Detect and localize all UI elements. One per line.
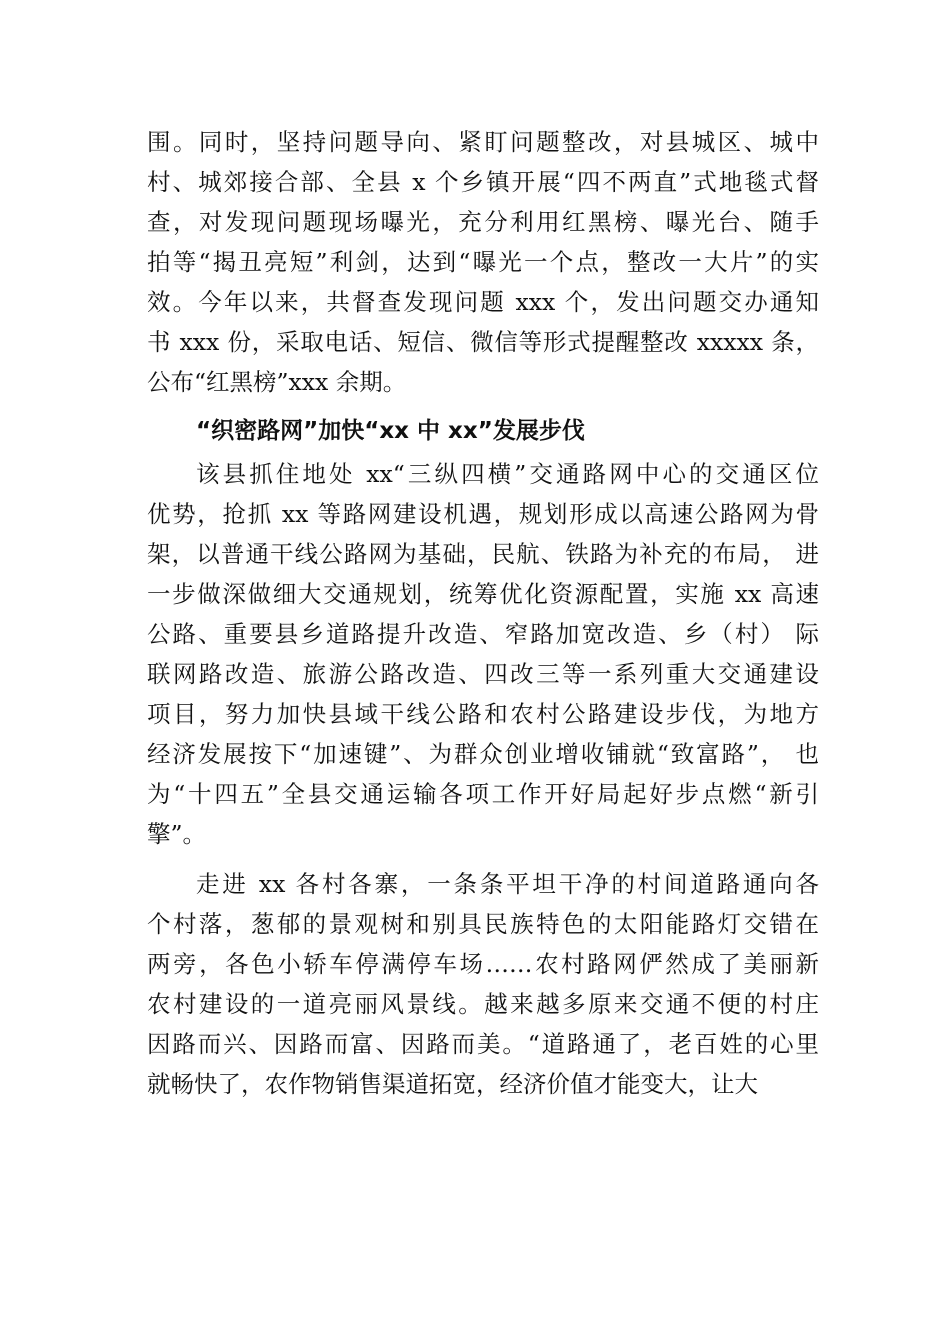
paragraph-3-line-4: 农村建设的一道亮丽风景线。越来越多原来交通不便的村庄 xyxy=(147,990,819,1018)
paragraph-2-line-5: 公路、重要县乡道路提升改造、窄路加宽改造、乡（村） 际 xyxy=(147,620,819,648)
paragraph-2-line-6: 联网路改造、旅游公路改造、四改三等一系列重大交通建设 xyxy=(147,660,819,688)
paragraph-3-line-5: 因路而兴、因路而富、因路而美。“道路通了，老百姓的心里 xyxy=(147,1030,819,1058)
paragraph-2-line-3: 架，以普通干线公路网为基础，民航、铁路为补充的布局， 进 xyxy=(147,540,819,568)
paragraph-2-line-2: 优势，抢抓 xx 等路网建设机遇，规划形成以高速公路网为骨 xyxy=(147,500,819,528)
paragraph-2-line-9: 为“十四五”全县交通运输各项工作开好局起好步点燃“新引 xyxy=(147,780,819,808)
paragraph-1-line-7: 公布“红黑榜”xxx 余期。 xyxy=(147,368,407,396)
paragraph-2-line-10: 擎”。 xyxy=(147,820,207,848)
paragraph-1-line-1: 围。同时，坚持问题导向、紧盯问题整改，对县城区、城中 xyxy=(147,128,819,156)
paragraph-2-line-8: 经济发展按下“加速键”、为群众创业增收铺就“致富路”， 也 xyxy=(147,740,819,768)
paragraph-2-line-1: 该县抓住地处 xx“三纵四横”交通路网中心的交通区位 xyxy=(196,460,819,488)
paragraph-1-line-4: 拍等“揭丑亮短”利剑，达到“曝光一个点，整改一大片”的实 xyxy=(147,248,819,276)
paragraph-1-line-2: 村、城郊接合部、全县 x 个乡镇开展“四不两直”式地毯式督 xyxy=(147,168,819,196)
paragraph-3-line-6: 就畅快了，农作物销售渠道拓宽，经济价值才能变大，让大 xyxy=(147,1070,758,1098)
paragraph-1-line-6: 书 xxx 份，采取电话、短信、微信等形式提醒整改 xxxxx 条， xyxy=(147,328,819,356)
paragraph-1-line-5: 效。今年以来，共督查发现问题 xxx 个，发出问题交办通知 xyxy=(147,288,819,316)
paragraph-3-line-3: 两旁，各色小轿车停满停车场……农村路网俨然成了美丽新 xyxy=(147,950,819,978)
paragraph-2-line-4: 一步做深做细大交通规划，统筹优化资源配置，实施 xx 高速 xyxy=(147,580,819,608)
paragraph-1-line-3: 查，对发现问题现场曝光，充分利用红黑榜、曝光台、随手 xyxy=(147,208,819,236)
paragraph-3-line-1: 走进 xx 各村各寨，一条条平坦干净的村间道路通向各 xyxy=(196,870,819,898)
paragraph-2-line-7: 项目，努力加快县域干线公路和农村公路建设步伐，为地方 xyxy=(147,700,819,728)
paragraph-3-line-2: 个村落，葱郁的景观树和别具民族特色的太阳能路灯交错在 xyxy=(147,910,819,938)
section-heading: “织密路网”加快“xx 中 xx”发展步伐 xyxy=(196,418,585,444)
